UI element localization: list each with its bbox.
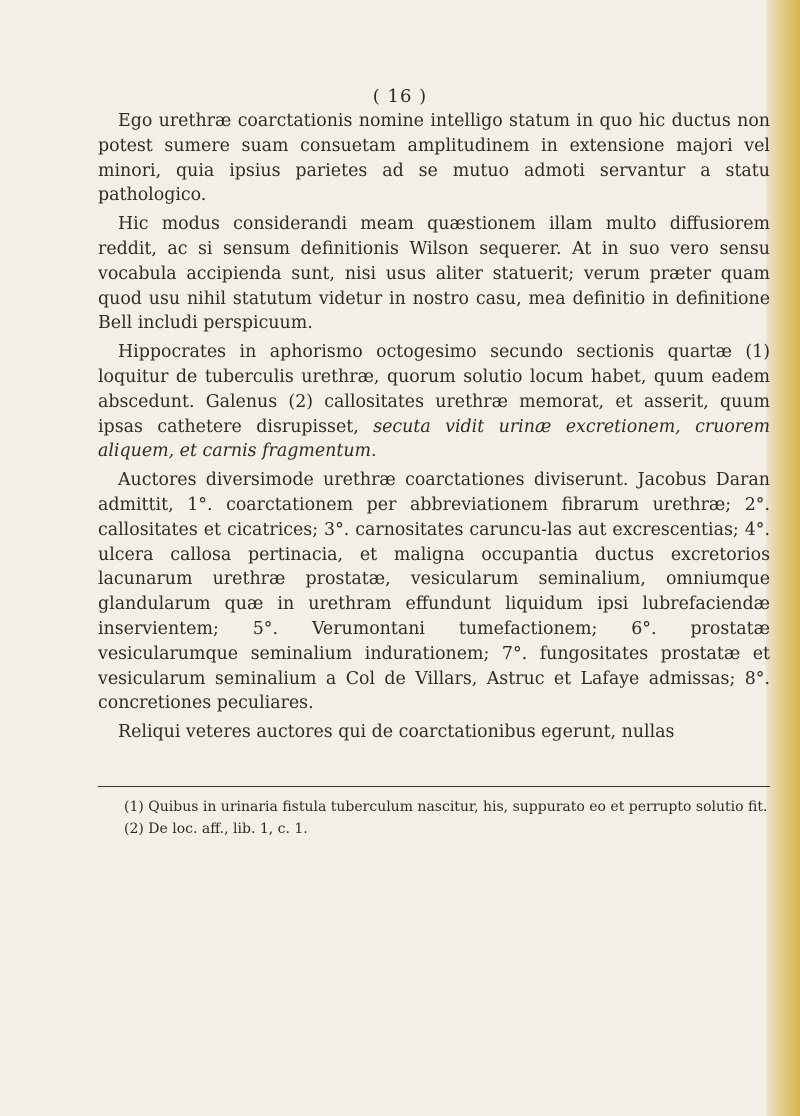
paragraph-method: Hic modus considerandi meam quæstionem illam multo diffusiorem reddit, ac si sensum definitionis Wilson sequerer. At in suo vero sensu vocabula accipienda sunt, nisi usus aliter statuerit; verum præter quam quod usu nihil statutum videtur in nostro casu, mea definitio in definitione Bell includi perspicuum. (98, 214, 770, 334)
galen-quote: secuta vidit urinæ excretionem, cruorem aliquem, et carnis fragmentum. (98, 416, 770, 462)
body-text (98, 109, 770, 745)
footnote-1: (1) Quibus in urinaria fistula tuberculum nascitur, his, suppurato eo et perrupto solutio fit. (124, 799, 768, 815)
page-number: ( 16 ) (372, 86, 428, 107)
hippocrates-text: Hippocrates in aphorismo octogesimo secundo sectionis quartæ (1) loquitur de tuberculis urethræ, quorum solutio locum habet, quum eadem abscedunt. Galenus (2) callositates urethræ memorat, et asserit, quum ipsas cathetere disrupisset, (98, 342, 770, 437)
footnote-2: (2) De loc. aff., lib. 1, c. 1. (124, 820, 308, 837)
paragraph-hippocrates (98, 340, 770, 464)
paragraph-authors: Auctores diversimode urethræ coarctationes diviserunt. Jacobus Daran admittit, 1°. coarctationem per abbreviationem fibrarum urethræ; 2°. callositates et cicatrices; 3°. carnositates caruncu-las aut excrescentias; 4°. ulcera callosa pertinacia, et maligna occupantia ductus excretorios lacunarum urethræ prostatæ, vesicularum seminalium, omniumque glandularum quæ in urethram effundunt liquidum ipsi lubrefaciendæ inservientem; 5°. Verumontani tumefactionem; 6°. prostatæ vesicularumque seminalium indurationem; 7°. fungositates prostatæ et vesicularum seminalium a Col de Villars, Astruc et Lafaye admissas; 8°. concretiones peculiares. (98, 470, 770, 714)
paragraph-definition: Ego urethræ coarctationis nomine intelligo statum in quo hic ductus non potest sumere suam consuetam amplitudinem in extensione majori vel minori, quia ipsius parietes ad se mutuo admoti servantur a statu pathologico. (98, 111, 770, 206)
page-edge (766, 0, 800, 1116)
footnotes (98, 786, 770, 840)
paragraph-reliqui: Reliqui veteres auctores qui de coarctationibus egerunt, nullas (118, 722, 675, 743)
